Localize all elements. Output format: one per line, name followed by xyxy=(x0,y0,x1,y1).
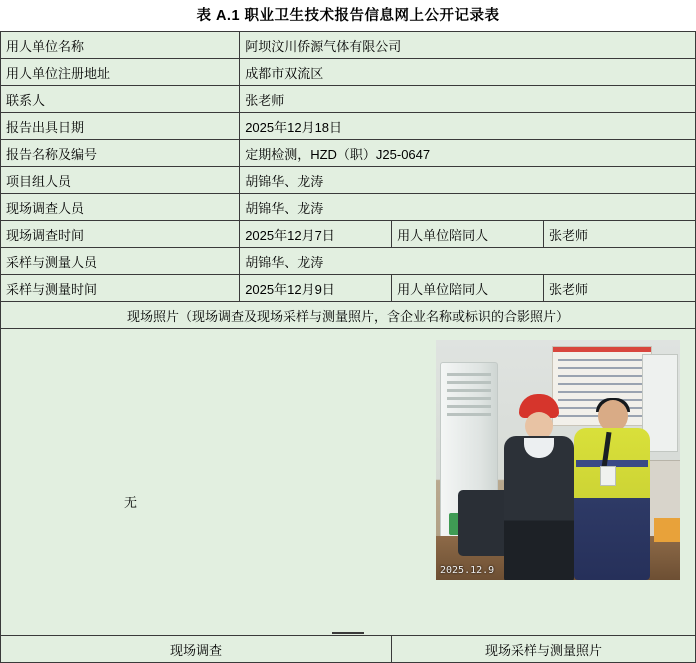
row-label: 项目组人员 xyxy=(1,167,240,194)
table-row xyxy=(1,59,696,86)
photo-section xyxy=(1,329,696,636)
survey-accompany-label: 用人单位陪同人 xyxy=(392,221,544,248)
photo-captions-row xyxy=(1,636,696,663)
caption-right: 现场采样与测量照片 xyxy=(392,636,696,663)
photo-timestamp: 2025.12.9 xyxy=(440,565,495,576)
row-value: 胡锦华、龙涛 xyxy=(240,167,696,194)
caption-left: 现场调查 xyxy=(1,636,392,663)
row-value: 成都市双流区 xyxy=(240,59,696,86)
record-table xyxy=(0,31,696,663)
table-row-photo-header xyxy=(1,302,696,329)
survey-accompany-value: 张老师 xyxy=(544,221,696,248)
sampling-time-label: 采样与测量时间 xyxy=(1,275,240,302)
table-row-sampling-time xyxy=(1,275,696,302)
sampling-time-value: 2025年12月9日 xyxy=(240,275,392,302)
row-label: 用人单位名称 xyxy=(1,32,240,59)
table-row-survey-time xyxy=(1,221,696,248)
sampling-staff-value: 胡锦华、龙涛 xyxy=(240,248,696,275)
row-label: 报告出具日期 xyxy=(1,113,240,140)
row-label: 报告名称及编号 xyxy=(1,140,240,167)
table-row xyxy=(1,140,696,167)
row-value: 胡锦华、龙涛 xyxy=(240,194,696,221)
row-label: 现场调查人员 xyxy=(1,194,240,221)
row-value: 2025年12月18日 xyxy=(240,113,696,140)
table-row xyxy=(1,113,696,140)
site-sampling-photo xyxy=(436,340,680,580)
row-label: 联系人 xyxy=(1,86,240,113)
row-value: 定期检测，HZD（职）J25-0647 xyxy=(240,140,696,167)
table-row-photos xyxy=(1,329,696,636)
table-row xyxy=(1,167,696,194)
sampling-staff-label: 采样与测量人员 xyxy=(1,248,240,275)
table-row-sampling-staff xyxy=(1,248,696,275)
photo-section-header: 现场照片（现场调查及现场采样与测量照片，含企业名称或标识的合影照片） xyxy=(1,302,696,329)
survey-time-value: 2025年12月7日 xyxy=(240,221,392,248)
table-row xyxy=(1,86,696,113)
page-footer xyxy=(0,622,696,637)
person-with-vest-icon xyxy=(572,398,652,580)
box-icon xyxy=(654,518,680,542)
table-row xyxy=(1,194,696,221)
row-value: 张老师 xyxy=(240,86,696,113)
person-with-helmet-icon xyxy=(502,394,576,580)
row-value: 阿坝汶川侨源气体有限公司 xyxy=(240,32,696,59)
page-title: 表 A.1 职业卫生技术报告信息网上公开记录表 xyxy=(196,8,500,24)
photo-area xyxy=(6,332,690,632)
left-photo-placeholder: 无 xyxy=(124,495,138,510)
page-number xyxy=(332,632,364,634)
survey-time-label: 现场调查时间 xyxy=(1,221,240,248)
table-row xyxy=(1,32,696,59)
sampling-accompany-label: 用人单位陪同人 xyxy=(392,275,544,302)
sampling-accompany-value: 张老师 xyxy=(544,275,696,302)
row-label: 用人单位注册地址 xyxy=(1,59,240,86)
